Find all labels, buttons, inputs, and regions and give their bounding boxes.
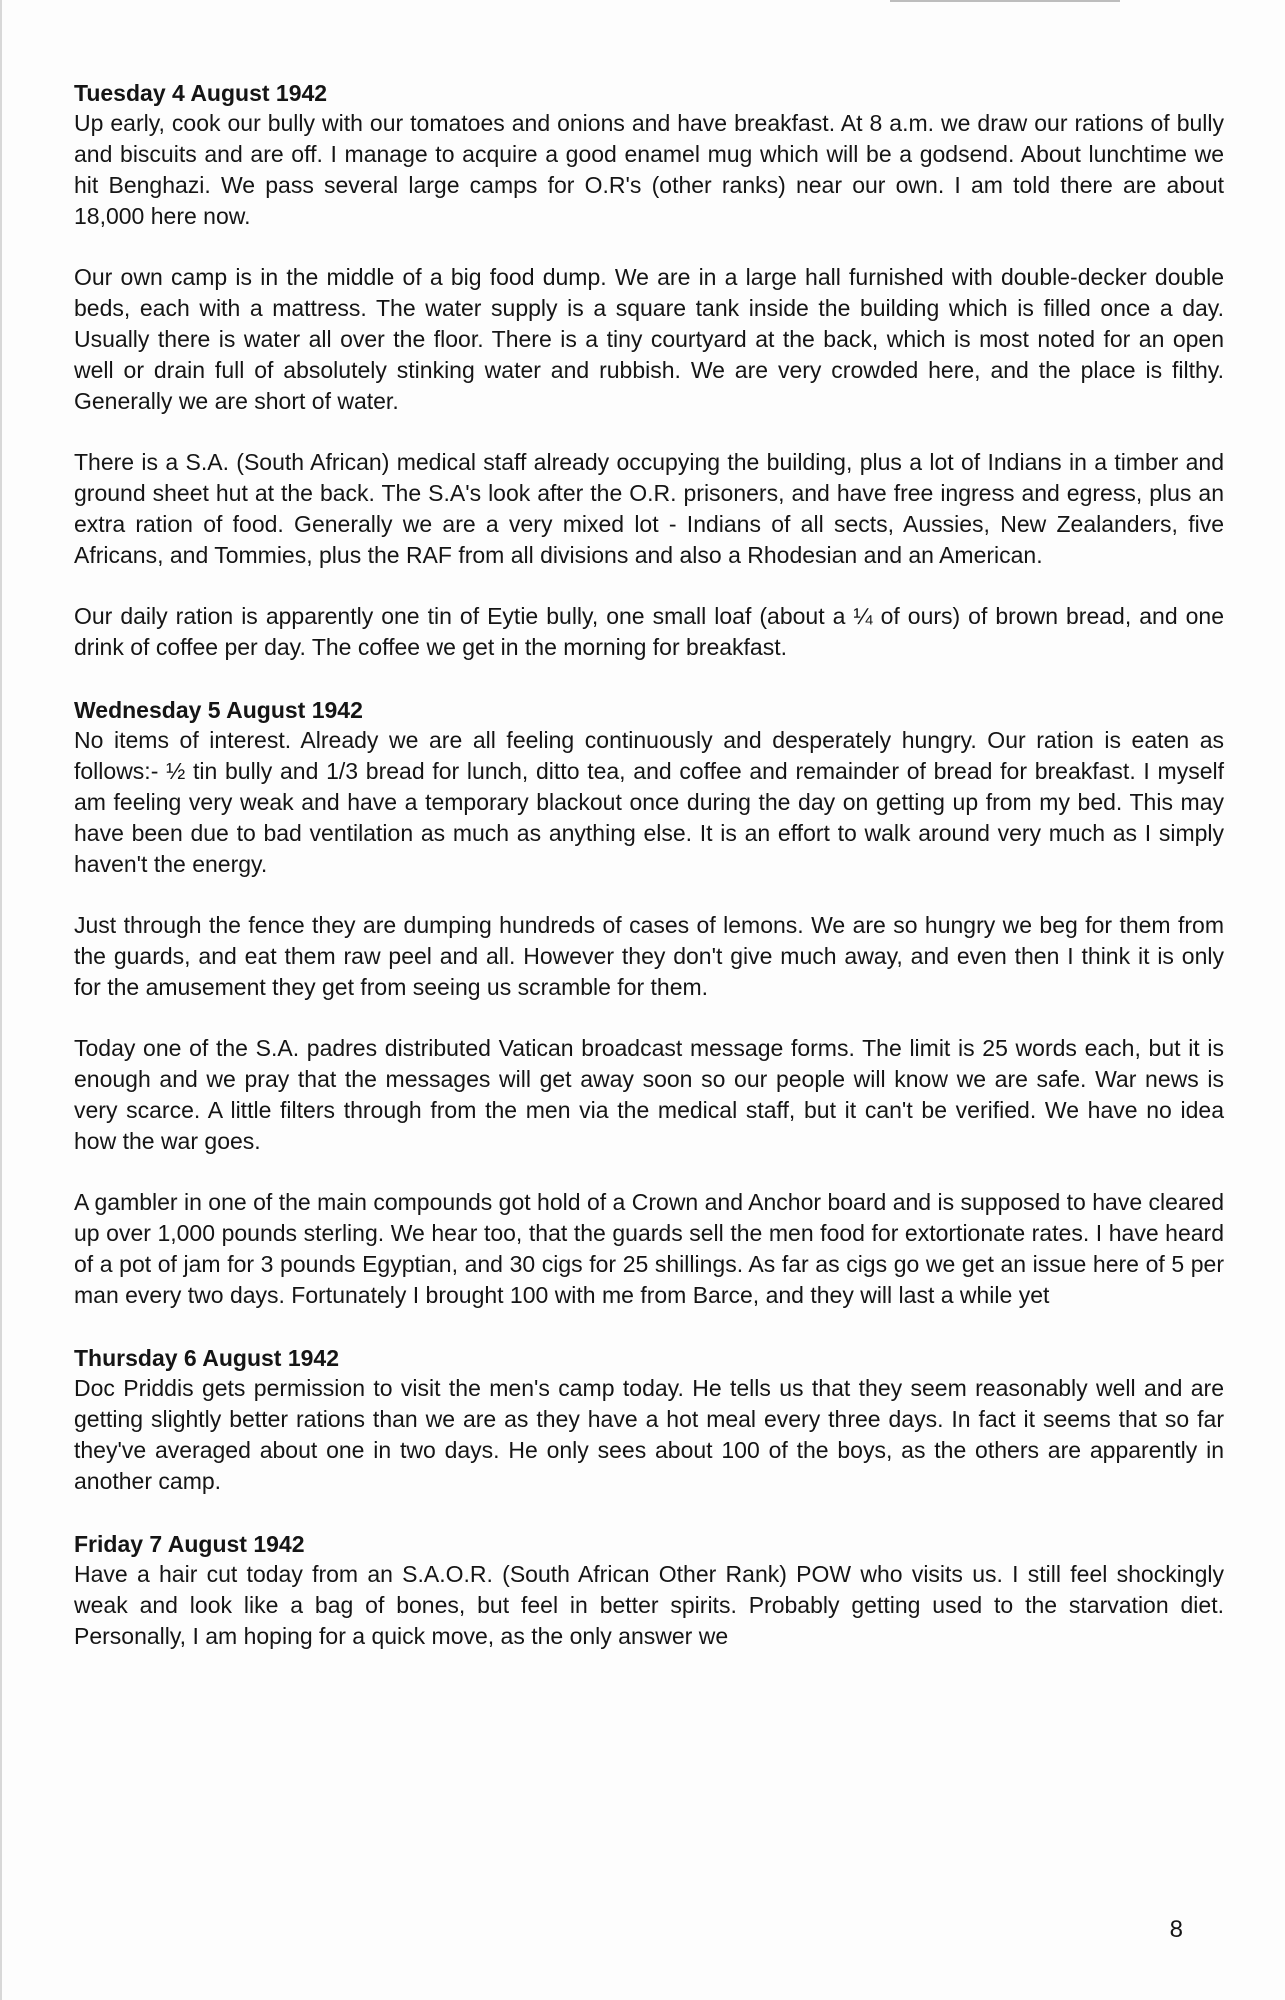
diary-entry-friday	[74, 1529, 1224, 1652]
entry-date-heading: Friday 7 August 1942	[74, 1531, 305, 1557]
page-number: 8	[1169, 1916, 1183, 1943]
top-edge-mark	[890, 0, 1120, 2]
entry-paragraph: Just through the fence they are dumping hundreds of cases of lemons. We are so hungry we beg for them from the guards, and eat them raw peel and all. However they don't give much away, and even then I think it is only for the amusement they get from seeing us scramble for them.	[74, 912, 1224, 1000]
scan-edge-line	[0, 0, 2, 2000]
entry-paragraph: Up early, cook our bully with our tomatoes and onions and have breakfast. At 8 a.m. we draw our rations of bully and biscuits and are off. I manage to acquire a good enamel mug which will be a godsend. About lunchtime we hit Benghazi. We pass several large camps for O.R's (other ranks) near our own. I am told there are about 18,000 here now.	[74, 110, 1224, 229]
entry-date-heading: Tuesday 4 August 1942	[74, 80, 328, 106]
diary-entry-tuesday	[74, 78, 1224, 663]
entry-paragraph: Our own camp is in the middle of a big food dump. We are in a large hall furnished with double-decker double beds, each with a mattress. The water supply is a square tank inside the building which is filled once a day. Usually there is water all over the floor. There is a tiny courtyard at the back, which is most noted for an open well or drain full of absolutely stinking water and rubbish. We are very crowded here, and the place is filthy. Generally we are short of water.	[74, 264, 1224, 414]
entry-date-heading: Thursday 6 August 1942	[74, 1345, 340, 1371]
entry-paragraph: Doc Priddis gets permission to visit the men's camp today. He tells us that they seem reasonably well and are getting slightly better rations than we are as they have a hot meal every three days. In fact it seems that so far they've averaged about one in two days. He only sees about 100 of the boys, as the others are apparently in another camp.	[74, 1375, 1224, 1494]
entry-paragraph: A gambler in one of the main compounds got hold of a Crown and Anchor board and is supposed to have cleared up over 1,000 pounds sterling. We hear too, that the guards sell the men food for extortionate rates. I have heard of a pot of jam for 3 pounds Egyptian, and 30 cigs for 25 shillings. As far as cigs go we get an issue here of 5 per man every two days. Fortunately I brought 100 with me from Barce, and they will last a while yet	[74, 1189, 1224, 1308]
diary-entry-thursday	[74, 1343, 1224, 1497]
entry-paragraph: Our daily ration is apparently one tin of Eytie bully, one small loaf (about a ¼ of ours) of brown bread, and one drink of coffee per day. The coffee we get in the morning for breakfast.	[74, 603, 1224, 660]
entry-paragraph: No items of interest. Already we are all feeling continuously and desperately hungry. Our ration is eaten as follows:- ½ tin bully and 1/3 bread for lunch, ditto tea, and coffee and remainder of bread for breakfast. I myself am feeling very weak and have a temporary blackout once during the day on getting up from my bed. This may have been due to bad ventilation as much as anything else. It is an effort to walk around very much as I simply haven't the energy.	[74, 727, 1224, 877]
diary-entry-wednesday	[74, 695, 1224, 1311]
entry-paragraph: Today one of the S.A. padres distributed Vatican broadcast message forms. The limit is 25 words each, but it is enough and we pray that the messages will get away soon so our people will know we are safe. War news is very scarce. A little filters through from the men via the medical staff, but it can't be verified. We have no idea how the war goes.	[74, 1035, 1224, 1154]
entry-paragraph: Have a hair cut today from an S.A.O.R. (South African Other Rank) POW who visits us. I still feel shockingly weak and look like a bag of bones, but feel in better spirits. Probably getting used to the starvation diet. Personally, I am hoping for a quick move, as the only answer we	[74, 1561, 1224, 1649]
entry-paragraph: There is a S.A. (South African) medical staff already occupying the building, plus a lot of Indians in a timber and ground sheet hut at the back. The S.A's look after the O.R. prisoners, and have free ingress and egress, plus an extra ration of food. Generally we are a very mixed lot - Indians of all sects, Aussies, New Zealanders, five Africans, and Tommies, plus the RAF from all divisions and also a Rhodesian and an American.	[74, 449, 1224, 568]
diary-content	[74, 78, 1224, 1652]
entry-date-heading: Wednesday 5 August 1942	[74, 697, 363, 723]
